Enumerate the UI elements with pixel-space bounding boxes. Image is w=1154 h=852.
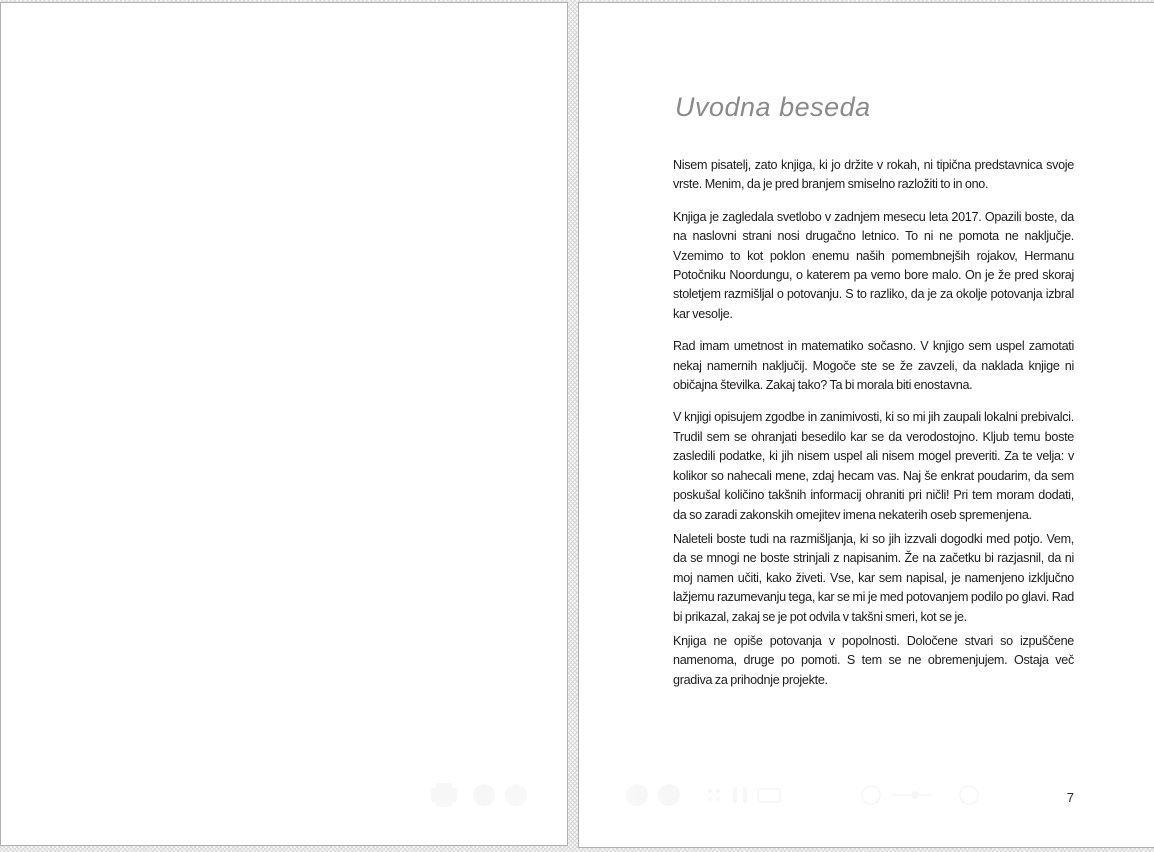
page-content bbox=[673, 3, 1074, 690]
paragraph: Knjiga ne opiše potovanja v popolnosti. Določene stvari so izpuščene namenoma, druge po pomoti. S tem se ne obremenjujem. Ostaja več gradiva za prihodnje projekte. bbox=[673, 633, 1074, 687]
page-number: 7 bbox=[1066, 790, 1074, 805]
circle-icon bbox=[626, 784, 648, 806]
right-page bbox=[578, 2, 1154, 848]
paragraph: Naleteli boste tudi na razmišljanja, ki so jih izzvali dogodki med potjo. Vem, da se mnogi ne boste strinjali z napisanim. Že na začetku bi razjasnil, da ni moj namen učiti, kako živeti. Vse, kar sem napisal, je namenjeno izključno lažjemu razumevanju tega, kar se mi je med potovanjem podilo po glavi. Rad bi prikazal, zakaj se je pot odvila v takšni smeri, kot se je. bbox=[673, 531, 1074, 624]
chapter-title: Uvodna beseda bbox=[675, 92, 871, 122]
ghost-toolbar-left bbox=[431, 784, 527, 806]
paragraph: Nisem pisatelj, zato knjiga, ki jo držite v rokah, ni tipična predstavnica svoje vrste. Menim, da je pred branjem smiselno razložiti to in ono. bbox=[673, 158, 1074, 192]
printer-icon bbox=[431, 788, 457, 802]
paragraph: Knjiga je zagledala svetlobo v zadnjem mesecu leta 2017. Opazili boste, da na naslovni strani nosi drugačno letnico. To ni ne pomota ne naključje. Vzemimo to kot poklon enemu naših pomembnejših rojakov, Hermanu Potočniku Noordungu, o katerem pa vemo bore malo. On je že pred skoraj stoletjem razmišljal o potovanju. S to razliko, da je za okolje potovanja izbral kar vesolje. bbox=[673, 209, 1074, 321]
cc-circle-icon bbox=[473, 784, 495, 806]
paragraph: V knjigi opisujem zgodbe in zanimivosti, ki so mi jih zaupali lokalni prebivalci. Trudil sem se ohranjati besedilo kar se da verodostojno. Kljub temu boste zasledili podatke, ki jih nisem uspel ali nisem mogel preveriti. Za te velja: v kolikor so nahecali mene, zdaj hecam vas. Naj še enkrat poudarim, da sem poskušal količino takšnih informacij ohraniti pri ničli! Pri tem moram dodati, da so zaradi zakonskih omejitev imena nekaterih oseb spremenjena. bbox=[673, 410, 1074, 522]
circle-icon bbox=[505, 784, 527, 806]
paragraph: Rad imam umetnost in matematiko sočasno. V knjigo sem uspel zamotati nekaj namernih naključij. Mogoče ste se že zavzeli, da naklada knjige ni običajna številka. Zakaj tako? Ta bi morala biti enostavna. bbox=[673, 339, 1074, 393]
chapter-body bbox=[673, 156, 1074, 690]
left-page bbox=[0, 2, 568, 846]
